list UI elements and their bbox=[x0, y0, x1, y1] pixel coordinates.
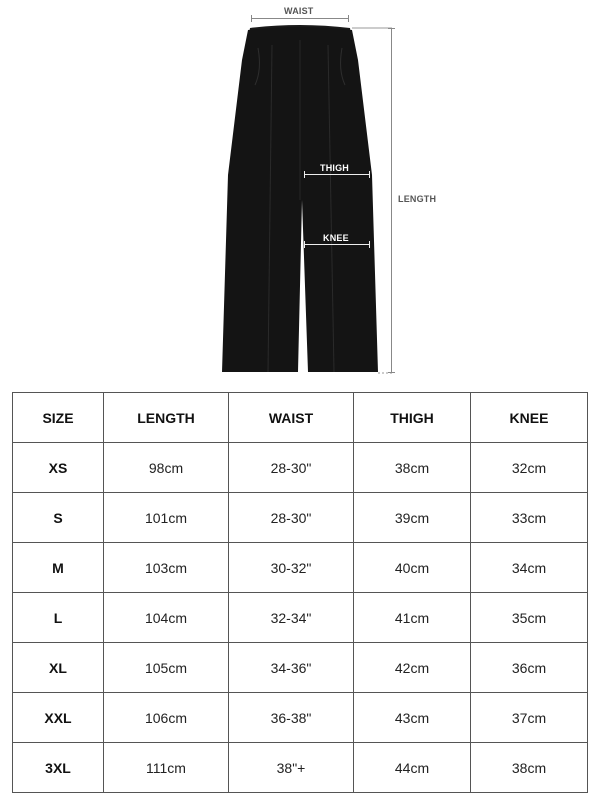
thigh-measure-line bbox=[304, 174, 370, 175]
waist-cell: 38"+ bbox=[229, 743, 354, 793]
length-cell: 106cm bbox=[104, 693, 229, 743]
waist-cell: 30-32" bbox=[229, 543, 354, 593]
header-length: LENGTH bbox=[104, 393, 229, 443]
pants-illustration bbox=[0, 0, 600, 385]
size-cell: XS bbox=[13, 443, 104, 493]
length-cell: 111cm bbox=[104, 743, 229, 793]
waist-cell: 28-30" bbox=[229, 493, 354, 543]
knee-cell: 37cm bbox=[471, 693, 588, 743]
size-cell: 3XL bbox=[13, 743, 104, 793]
knee-cell: 33cm bbox=[471, 493, 588, 543]
table-row bbox=[13, 443, 588, 493]
thigh-cell: 44cm bbox=[354, 743, 471, 793]
table-row bbox=[13, 643, 588, 693]
table-row bbox=[13, 493, 588, 543]
length-cell: 98cm bbox=[104, 443, 229, 493]
thigh-cell: 40cm bbox=[354, 543, 471, 593]
waist-measure-line bbox=[251, 18, 349, 19]
table-row bbox=[13, 693, 588, 743]
header-waist: WAIST bbox=[229, 393, 354, 443]
pants-measurement-diagram bbox=[0, 0, 600, 385]
length-cell: 101cm bbox=[104, 493, 229, 543]
length-cell: 105cm bbox=[104, 643, 229, 693]
knee-cell: 34cm bbox=[471, 543, 588, 593]
thigh-cell: 41cm bbox=[354, 593, 471, 643]
waist-label: WAIST bbox=[284, 6, 314, 16]
header-knee: KNEE bbox=[471, 393, 588, 443]
header-size: SIZE bbox=[13, 393, 104, 443]
table-header-row bbox=[13, 393, 588, 443]
waist-cell: 32-34" bbox=[229, 593, 354, 643]
waist-cell: 36-38" bbox=[229, 693, 354, 743]
length-measure-line bbox=[391, 28, 392, 373]
thigh-cell: 42cm bbox=[354, 643, 471, 693]
knee-cell: 38cm bbox=[471, 743, 588, 793]
table-row bbox=[13, 593, 588, 643]
header-thigh: THIGH bbox=[354, 393, 471, 443]
knee-measure-line bbox=[304, 244, 370, 245]
size-cell: XXL bbox=[13, 693, 104, 743]
size-chart-table bbox=[12, 392, 588, 793]
thigh-cell: 39cm bbox=[354, 493, 471, 543]
size-cell: S bbox=[13, 493, 104, 543]
thigh-cell: 43cm bbox=[354, 693, 471, 743]
size-cell: M bbox=[13, 543, 104, 593]
waist-cell: 28-30" bbox=[229, 443, 354, 493]
knee-cell: 32cm bbox=[471, 443, 588, 493]
thigh-cell: 38cm bbox=[354, 443, 471, 493]
knee-label: KNEE bbox=[323, 233, 349, 243]
size-cell: L bbox=[13, 593, 104, 643]
length-cell: 103cm bbox=[104, 543, 229, 593]
table-row bbox=[13, 743, 588, 793]
thigh-label: THIGH bbox=[320, 163, 349, 173]
knee-cell: 35cm bbox=[471, 593, 588, 643]
knee-cell: 36cm bbox=[471, 643, 588, 693]
table-row bbox=[13, 543, 588, 593]
length-label: LENGTH bbox=[398, 194, 437, 204]
waist-cell: 34-36" bbox=[229, 643, 354, 693]
size-cell: XL bbox=[13, 643, 104, 693]
length-cell: 104cm bbox=[104, 593, 229, 643]
